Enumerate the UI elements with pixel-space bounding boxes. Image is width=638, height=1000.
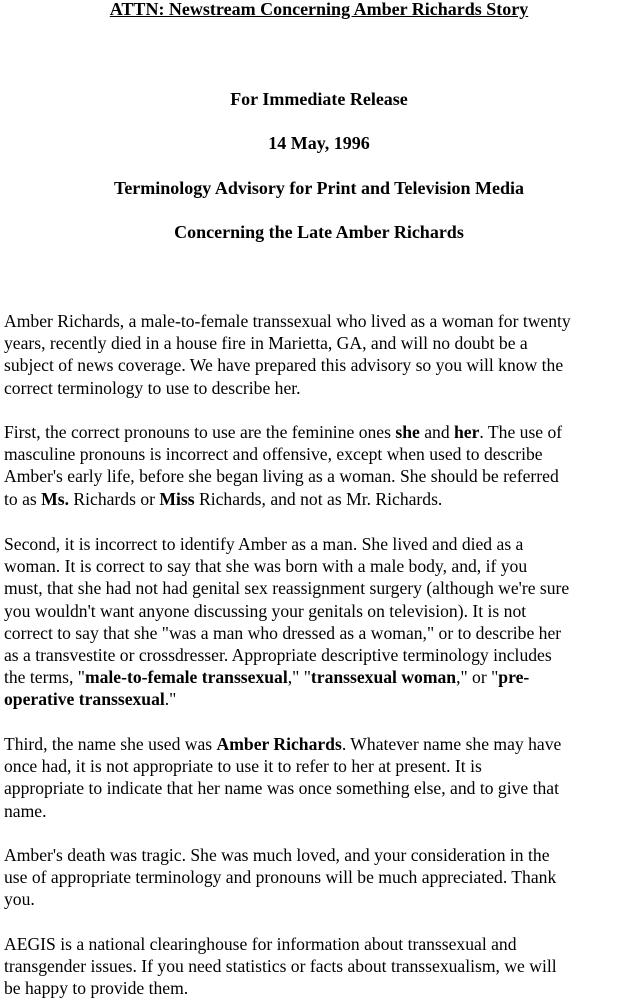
advisory-subject: Concerning the Late Amber Richards <box>174 222 464 242</box>
text-line: Amber Richards, a male-to-female transsexual who lived as a woman for twenty <box>4 311 571 331</box>
text-line: transgender issues. If you need statistics or facts about transsexualism, we will <box>4 956 557 977</box>
attn-heading: ATTN: Newstream Concerning Amber Richards Story <box>109 0 529 19</box>
bold-term: operative transsexual <box>4 689 165 710</box>
paragraph-name <box>4 733 636 822</box>
text-line: Second, it is incorrect to identify Amber as a man. She lived and died as a <box>4 534 524 554</box>
bold-term: she <box>395 422 420 442</box>
release-date: 14 May, 1996 <box>268 133 370 153</box>
text-run: Richards or <box>69 488 160 509</box>
text-line: woman. It is correct to say that she was born with a male body, and, if you <box>4 556 528 577</box>
bold-term: her <box>454 422 480 442</box>
text-run: and <box>419 422 455 442</box>
text-line <box>4 688 636 710</box>
text-line: name. <box>4 800 47 821</box>
text-line: you. <box>4 889 35 910</box>
paragraph-closing <box>4 844 636 911</box>
bold-term: male-to-female transsexual <box>84 667 288 688</box>
text-line: years, recently died in a house fire in Marietta, GA, and will no doubt be a <box>4 333 528 354</box>
bold-term: Ms. <box>41 488 69 509</box>
text-line: you wouldn't want anyone discussing your genitals on television). It is not <box>4 600 527 621</box>
text-run: Richards, and not as Mr. Richards. <box>194 488 443 509</box>
paragraph-pronouns <box>4 421 636 510</box>
text-run: ," or " <box>456 667 499 688</box>
bold-term: Miss <box>159 488 195 509</box>
bold-term: Amber Richards <box>216 734 342 754</box>
text-run: . The use of <box>479 422 563 442</box>
text-line: appropriate to indicate that her name was once something else, and to give that <box>4 778 559 799</box>
text-line: AEGIS is a national clearinghouse for information about transsexual and <box>4 934 517 954</box>
advisory-title: Terminology Advisory for Print and Television Media <box>113 178 525 198</box>
text-line: masculine pronouns is incorrect and offensive, except when used to describe <box>4 444 543 465</box>
text-line: subject of news coverage. We have prepared this advisory so you will know the <box>4 355 564 376</box>
paragraph-identity <box>4 533 636 711</box>
text-line: once had, it is not appropriate to use it to refer to her at present. It is <box>4 756 482 777</box>
paragraph-intro <box>4 310 636 399</box>
text-line: correct to say that she "was a man who dressed as a woman," or to describe her <box>4 622 562 643</box>
text-run: Third, the name she used was <box>4 734 217 754</box>
text-run: First, the correct pronouns to use are the feminine ones <box>4 422 396 442</box>
text-line: as a transvestite or crossdresser. Appropriate descriptive terminology includes <box>4 645 552 666</box>
text-line: Amber's death was tragic. She was much loved, and your consideration in the <box>4 845 550 865</box>
bold-term: pre- <box>498 667 530 688</box>
text-run: ." <box>164 689 177 710</box>
release-heading: For Immediate Release <box>230 89 408 109</box>
text-line: be happy to provide them. <box>4 978 189 999</box>
text-line <box>4 733 636 755</box>
text-run: . Whatever name she may have <box>341 734 562 754</box>
text-line <box>4 666 636 688</box>
bold-term: transsexual woman <box>310 667 457 688</box>
text-line <box>4 421 636 443</box>
text-line: must, that she had not had genital sex reassignment surgery (although we're sure <box>4 578 570 599</box>
text-run: the terms, " <box>4 667 85 688</box>
text-line: Amber's early life, before she began living as a woman. She should be referred <box>4 466 559 487</box>
text-run: to as <box>4 488 42 509</box>
text-run: ," " <box>287 667 311 688</box>
text-line: use of appropriate terminology and pronouns will be much appreciated. Thank <box>4 867 557 888</box>
paragraph-aegis <box>4 933 636 1000</box>
text-line <box>4 488 636 510</box>
text-line: correct terminology to use to describe her. <box>4 377 301 398</box>
